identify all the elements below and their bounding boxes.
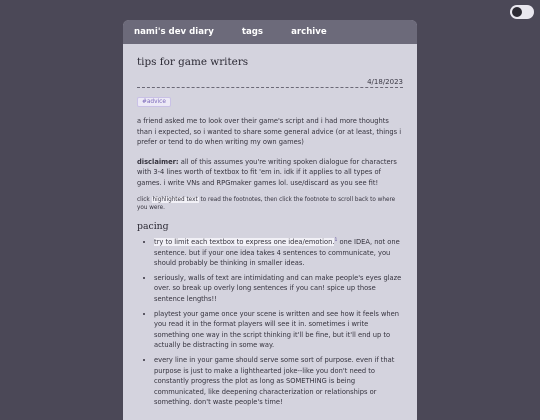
nav-archive-link[interactable]: archive <box>291 27 327 37</box>
intro-paragraph: a friend asked me to look over their game's script and i had more thoughts than i expected, so i wanted to share some general advice (or at least, things i prefer or tend to do when writing my own games) <box>137 117 402 147</box>
list-item-text: one IDEA, not one sentence. but if your one idea takes 4 sentences to communicate, you should probably be thinking in smaller ideas. <box>154 237 400 268</box>
diary-window <box>123 20 417 420</box>
footnote-hint <box>137 196 403 213</box>
footnote-highlight[interactable]: try to limit each textbox to express one idea/emotion. <box>154 237 335 246</box>
list-item-text: seriously, walls of text are intimidating and can make people's eyes glaze over. so break up overly long sentences if you can! spice up those sentence lengths!! <box>154 273 402 303</box>
pacing-list <box>137 236 403 408</box>
theme-toggle[interactable] <box>510 5 534 19</box>
highlight-example: highlighted text <box>152 196 198 203</box>
post-title: tips for game writers <box>137 56 249 68</box>
footnote-hint-prefix: click <box>137 196 152 203</box>
post-content <box>123 44 417 408</box>
list-item <box>154 309 403 351</box>
pacing-heading: pacing <box>137 220 169 232</box>
disclaimer-label: disclaimer: <box>137 157 179 166</box>
toggle-knob <box>512 7 522 17</box>
top-nav <box>123 20 417 44</box>
list-item-text: playtest your game once your scene is written and see how it feels when you read it in the format players will see it in. sometimes i write something one way in the script thinking it'll be fine, but it'll end up to actually be distracting in some way. <box>154 309 400 350</box>
footnote-marker[interactable]: 1 <box>334 237 338 243</box>
disclaimer-text: all of this assumes you're writing spoken dialogue for characters with 3-4 lines worth of textbox to fit 'em in. idk if it applies to all types of games. i write VNs and RPGmaker games lol. use/discard as you see fit! <box>137 157 397 187</box>
footnote-hint-suffix: to read the footnotes, then click the footnote to scroll back to where you were. <box>137 196 396 212</box>
disclaimer-paragraph <box>137 157 403 189</box>
tag-badge[interactable]: #advice <box>137 97 171 107</box>
list-item <box>154 273 403 305</box>
list-item <box>154 236 403 269</box>
nav-tags-link[interactable]: tags <box>241 27 264 37</box>
nav-home-link[interactable]: nami's dev diary <box>134 27 214 37</box>
list-item-text: every line in your game should serve some sort of purpose. even if that purpose is just to make a lighthearted joke--like you don't need to constantly progress the plot as long as SOMETHING is being communicated, like deepening characterization or relationships or something. don't waste people's time! <box>154 355 395 407</box>
list-item <box>154 355 403 408</box>
post-date: 4/18/2023 <box>137 78 403 88</box>
